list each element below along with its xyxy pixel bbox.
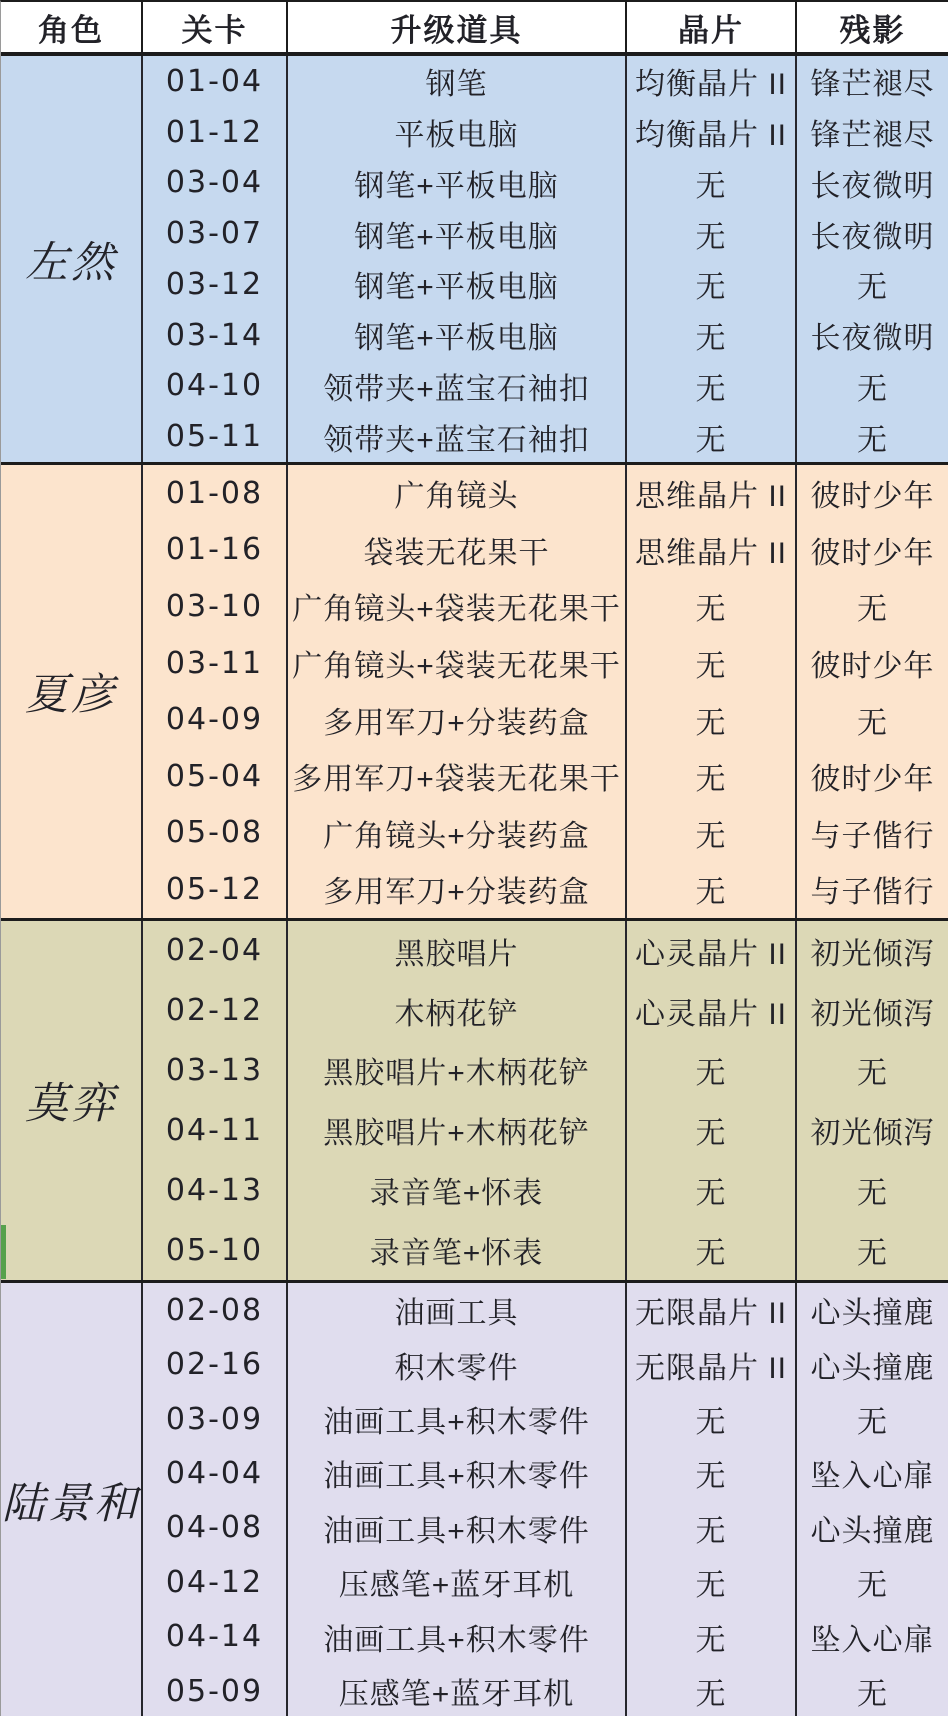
shadow-cell: 锋芒褪尽 bbox=[810, 119, 935, 153]
shadow-cell: 无 bbox=[857, 271, 888, 305]
item-cell: 领带夹+蓝宝石袖扣 bbox=[288, 411, 627, 462]
stage-cell: 03-10 bbox=[143, 578, 288, 635]
chip-cell: 无 bbox=[627, 1555, 797, 1609]
item-cell: 钢笔+平板电脑 bbox=[288, 310, 627, 361]
stage-cell: 04-11 bbox=[143, 1100, 288, 1160]
shadow-cell: 无 bbox=[857, 1569, 888, 1603]
green-edge-marker bbox=[1, 1225, 6, 1279]
character-section bbox=[1, 918, 948, 1280]
stage-cell: 03-09 bbox=[143, 1392, 288, 1446]
stage-cell: 03-07 bbox=[143, 208, 288, 259]
table-body bbox=[1, 56, 948, 1716]
item-cell: 广角镜头+袋装无花果干 bbox=[288, 635, 627, 692]
stage-cell: 03-12 bbox=[143, 259, 288, 310]
shadow-cell: 长夜微明 bbox=[810, 220, 935, 254]
stage-cell: 04-13 bbox=[143, 1160, 288, 1220]
stage-cell: 05-12 bbox=[143, 861, 288, 918]
shadow-cell: 彼时少年 bbox=[810, 650, 935, 684]
chip-cell: 无 bbox=[627, 805, 797, 862]
shadow-cell: 与子偕行 bbox=[810, 876, 935, 910]
chip-cell: 无 bbox=[627, 1609, 797, 1663]
stage-cell: 01-08 bbox=[143, 465, 288, 522]
chip-cell: 均衡晶片 II bbox=[627, 107, 797, 158]
chip-cell: 无 bbox=[627, 748, 797, 805]
item-cell: 压感笔+蓝牙耳机 bbox=[288, 1664, 627, 1716]
character-name-cell: 夏彦 bbox=[1, 465, 143, 918]
shadow-cell: 初光倾泻 bbox=[810, 1117, 935, 1151]
chip-cell: 无 bbox=[627, 361, 797, 412]
item-cell: 黑胶唱片 bbox=[288, 921, 627, 981]
item-cell: 钢笔 bbox=[288, 56, 627, 107]
shadow-cell: 无 bbox=[857, 372, 888, 406]
shadow-cell: 与子偕行 bbox=[810, 819, 935, 853]
chip-cell: 无限晶片 II bbox=[627, 1337, 797, 1391]
shadow-cell: 无 bbox=[857, 423, 888, 457]
item-cell: 油画工具+积木零件 bbox=[288, 1609, 627, 1663]
stage-cell: 01-04 bbox=[143, 56, 288, 107]
stage-cell: 04-14 bbox=[143, 1609, 288, 1663]
stage-cell: 03-13 bbox=[143, 1041, 288, 1101]
chip-cell: 无 bbox=[627, 578, 797, 635]
shadow-cell: 心头撞鹿 bbox=[810, 1514, 935, 1548]
chip-cell: 心灵晶片 II bbox=[627, 981, 797, 1041]
item-cell: 广角镜头 bbox=[288, 465, 627, 522]
item-cell: 多用军刀+分装药盒 bbox=[288, 861, 627, 918]
shadow-cell: 坠入心扉 bbox=[810, 1460, 935, 1494]
stage-cell: 03-14 bbox=[143, 310, 288, 361]
column-header-item: 升级道具 bbox=[288, 2, 627, 52]
shadow-cell: 初光倾泻 bbox=[810, 997, 935, 1031]
item-cell: 钢笔+平板电脑 bbox=[288, 259, 627, 310]
character-section bbox=[1, 462, 948, 918]
shadow-cell: 心头撞鹿 bbox=[810, 1351, 935, 1385]
stage-cell: 04-04 bbox=[143, 1446, 288, 1500]
stage-cell: 04-10 bbox=[143, 361, 288, 412]
table-header-row bbox=[1, 2, 948, 56]
item-cell: 广角镜头+袋装无花果干 bbox=[288, 578, 627, 635]
chip-cell: 无 bbox=[627, 1100, 797, 1160]
item-cell: 钢笔+平板电脑 bbox=[288, 158, 627, 209]
chip-cell: 无 bbox=[627, 1446, 797, 1500]
stage-cell: 03-04 bbox=[143, 158, 288, 209]
shadow-cell: 无 bbox=[857, 1237, 888, 1271]
character-name-cell: 陆景和 bbox=[1, 1283, 143, 1716]
shadow-cell: 无 bbox=[857, 706, 888, 740]
shadow-cell: 彼时少年 bbox=[810, 536, 935, 570]
shadow-cell: 长夜微明 bbox=[810, 169, 935, 203]
chip-cell: 无 bbox=[627, 1664, 797, 1716]
item-cell: 广角镜头+分装药盒 bbox=[288, 805, 627, 862]
stage-cell: 01-12 bbox=[143, 107, 288, 158]
chip-cell: 无 bbox=[627, 1220, 797, 1280]
character-name-cell: 莫弈 bbox=[1, 921, 143, 1280]
column-header-stage: 关卡 bbox=[143, 2, 288, 52]
chip-cell: 无 bbox=[627, 691, 797, 748]
stage-cell: 05-04 bbox=[143, 748, 288, 805]
item-cell: 油画工具 bbox=[288, 1283, 627, 1337]
stage-cell: 04-09 bbox=[143, 691, 288, 748]
item-cell: 多用军刀+分装药盒 bbox=[288, 691, 627, 748]
item-cell: 积木零件 bbox=[288, 1337, 627, 1391]
shadow-cell: 长夜微明 bbox=[810, 322, 935, 356]
stage-cell: 05-11 bbox=[143, 411, 288, 462]
shadow-cell: 初光倾泻 bbox=[810, 937, 935, 971]
chip-cell: 均衡晶片 II bbox=[627, 56, 797, 107]
chip-cell: 无 bbox=[627, 1392, 797, 1446]
item-cell: 录音笔+怀表 bbox=[288, 1220, 627, 1280]
stage-cell: 02-04 bbox=[143, 921, 288, 981]
shadow-cell: 无 bbox=[857, 1177, 888, 1211]
item-cell: 录音笔+怀表 bbox=[288, 1160, 627, 1220]
stage-cell: 05-10 bbox=[143, 1220, 288, 1280]
shadow-cell: 无 bbox=[857, 1406, 888, 1440]
item-cell: 多用军刀+袋装无花果干 bbox=[288, 748, 627, 805]
chip-cell: 无 bbox=[627, 158, 797, 209]
chip-cell: 无 bbox=[627, 861, 797, 918]
chip-cell: 无 bbox=[627, 1501, 797, 1555]
item-cell: 钢笔+平板电脑 bbox=[288, 208, 627, 259]
stage-cell: 01-16 bbox=[143, 522, 288, 579]
stage-cell: 02-08 bbox=[143, 1283, 288, 1337]
shadow-cell: 无 bbox=[857, 1057, 888, 1091]
stage-cell: 02-16 bbox=[143, 1337, 288, 1391]
chip-cell: 无 bbox=[627, 208, 797, 259]
item-cell: 领带夹+蓝宝石袖扣 bbox=[288, 361, 627, 412]
chip-cell: 思维晶片 II bbox=[627, 465, 797, 522]
shadow-cell: 彼时少年 bbox=[810, 763, 935, 797]
column-header-shadow: 残影 bbox=[839, 12, 906, 48]
chip-cell: 思维晶片 II bbox=[627, 522, 797, 579]
chip-cell: 无 bbox=[627, 1160, 797, 1220]
chip-cell: 无 bbox=[627, 635, 797, 692]
character-section bbox=[1, 56, 948, 462]
item-cell: 油画工具+积木零件 bbox=[288, 1446, 627, 1500]
chip-cell: 无 bbox=[627, 259, 797, 310]
shadow-cell: 坠入心扉 bbox=[810, 1623, 935, 1657]
stage-cell: 02-12 bbox=[143, 981, 288, 1041]
shadow-cell: 无 bbox=[857, 1678, 888, 1712]
stage-cell: 03-11 bbox=[143, 635, 288, 692]
shadow-cell: 无 bbox=[857, 593, 888, 627]
column-header-character: 角色 bbox=[1, 2, 143, 52]
stage-cell: 04-12 bbox=[143, 1555, 288, 1609]
item-cell: 油画工具+积木零件 bbox=[288, 1501, 627, 1555]
stage-cell: 04-08 bbox=[143, 1501, 288, 1555]
item-cell: 油画工具+积木零件 bbox=[288, 1392, 627, 1446]
item-cell: 压感笔+蓝牙耳机 bbox=[288, 1555, 627, 1609]
chip-cell: 心灵晶片 II bbox=[627, 921, 797, 981]
chip-cell: 无 bbox=[627, 411, 797, 462]
chip-cell: 无限晶片 II bbox=[627, 1283, 797, 1337]
item-cell: 平板电脑 bbox=[288, 107, 627, 158]
shadow-cell: 锋芒褪尽 bbox=[810, 68, 935, 102]
shadow-cell: 彼时少年 bbox=[810, 480, 935, 514]
character-section bbox=[1, 1280, 948, 1716]
shadow-cell: 心头撞鹿 bbox=[810, 1297, 935, 1331]
item-cell: 袋装无花果干 bbox=[288, 522, 627, 579]
stage-cell: 05-08 bbox=[143, 805, 288, 862]
item-cell: 木柄花铲 bbox=[288, 981, 627, 1041]
character-name-cell: 左然 bbox=[1, 56, 143, 462]
item-cell: 黑胶唱片+木柄花铲 bbox=[288, 1100, 627, 1160]
stage-cell: 05-09 bbox=[143, 1664, 288, 1716]
chip-cell: 无 bbox=[627, 1041, 797, 1101]
item-cell: 黑胶唱片+木柄花铲 bbox=[288, 1041, 627, 1101]
chip-cell: 无 bbox=[627, 310, 797, 361]
column-header-chip: 晶片 bbox=[627, 2, 797, 52]
